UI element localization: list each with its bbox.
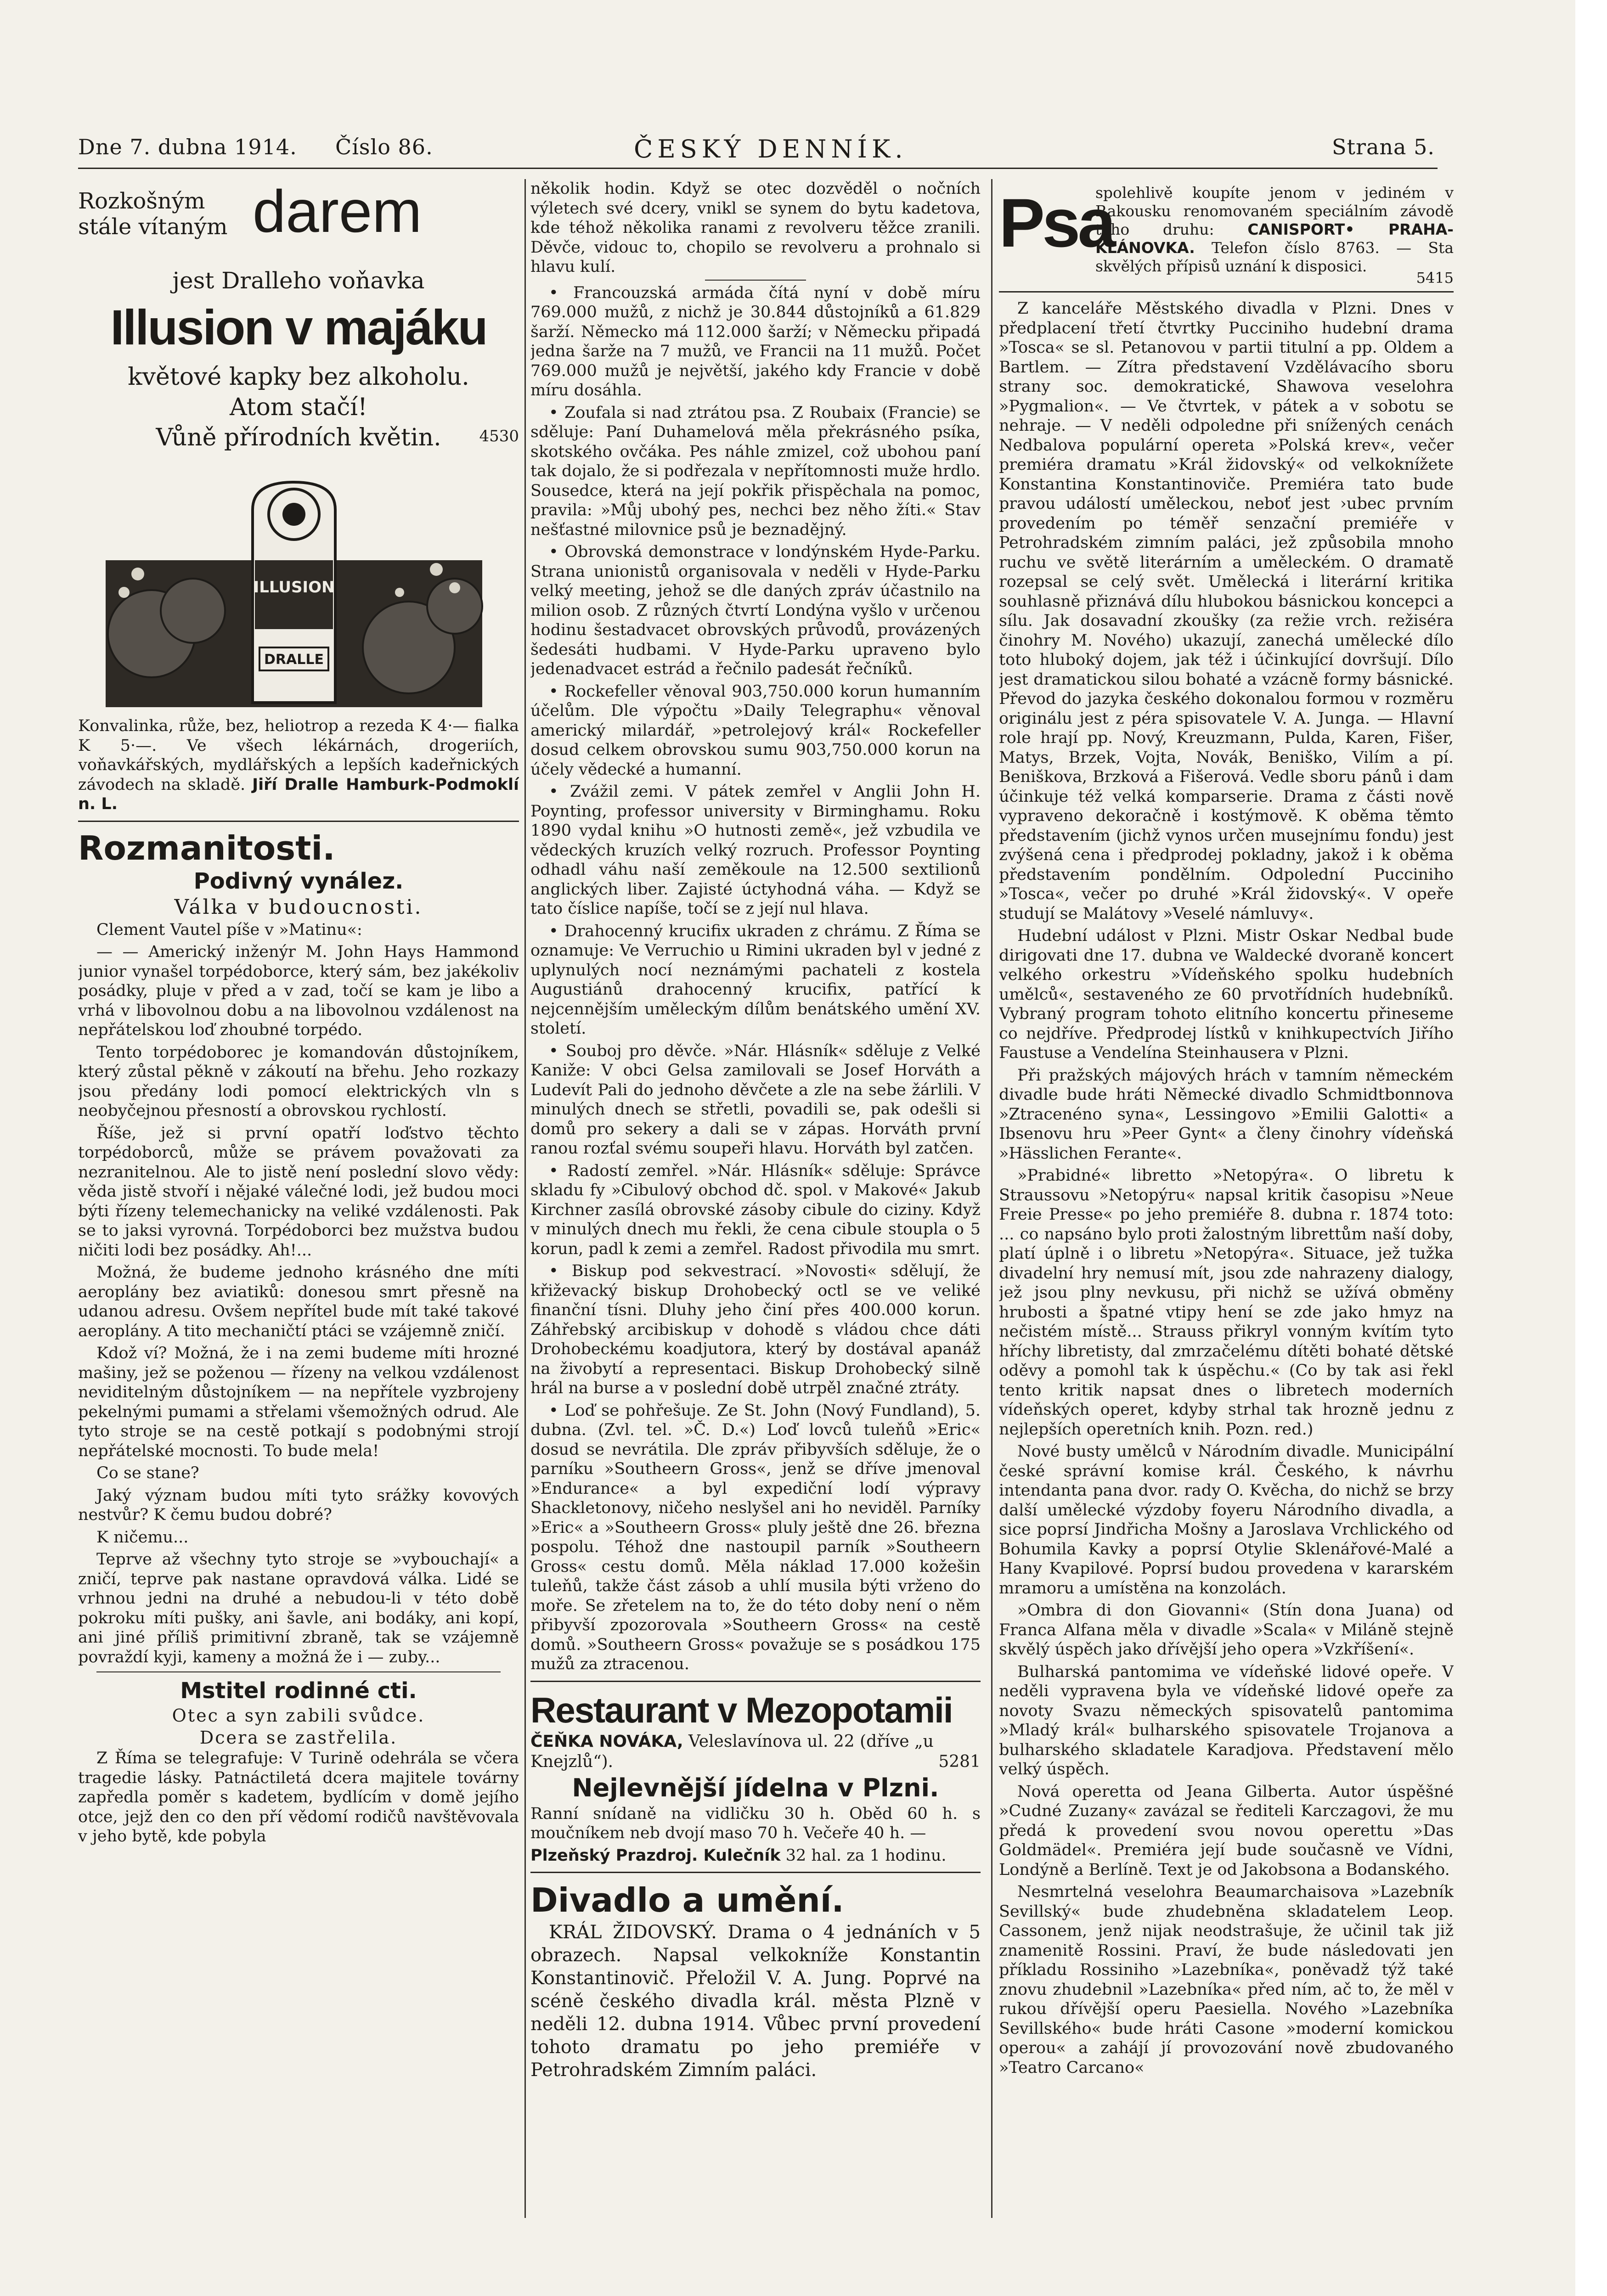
article-paragraph: »Ombra di don Giovanni« (Stín dona Juana) od Franca Alfana měla v divadle »Scala« v Miláně stejně skvělý úspěch jako dřívější jeho opera »Vzkříšení«. bbox=[999, 1601, 1454, 1659]
news-item: • Drahocenný krucifix ukraden z chrámu. Z Říma se oznamuje: Ve Verruchio u Rimini ukraden byl v jedné z uplynulých nocí neznámými pachateli z kostela Augustiánů drahocenný krucifix, patřící k nejcennějším uměleckým dílům benátského umění XV. století. bbox=[530, 922, 981, 1038]
news-item: • Radostí zemřel. »Nár. Hlásník« sděluje: Správce skladu fy »Cibulový obchod dč. spol. v Makové« Jakub Kirchner zasílá obrovské zásoby cibule do ciziny. Když v minulých dnech mu řekli, že cena cibule stoupla o 5 korun, padl k zemi a zemřel. Radost přivodila mu smrt. bbox=[530, 1161, 981, 1258]
bottle-label: DRALLE bbox=[264, 652, 324, 668]
news-item: • Souboj pro děvče. »Nár. Hlásník« sděluje z Velké Kaniže: V obci Gelsa zamilovali se Josef Horváth a Ludevít Pali do jednoho děvčete a zle na sebe žárlili. V minulých dnech se střetli, povadili se, pak odešli si domů pro sekery a dali se v zápas. Horváth první ranou rozťal svému soupeři hlavu. Horváth byl zatčen. bbox=[530, 1041, 981, 1158]
ad-darem: darem bbox=[253, 179, 422, 245]
article-paragraph: Bulharská pantomima ve vídeňské lidové opeře. V neděli vypravena byla ve vídeňské lidové opeře za novoty Svazu německých spisovatelů pantomima »Mladý král« bulharského spisovatele Trojanova a bulharského skladatele Karadjova. Představení mělo velký úspěch. bbox=[999, 1662, 1454, 1778]
column-right bbox=[999, 179, 1454, 2236]
ad-hours: 32 hal. za 1 hodinu. bbox=[785, 1846, 947, 1865]
article-divider bbox=[96, 1671, 501, 1672]
article-paragraph: Kdož ví? Možná, že i na zemi budeme míti hrozné mašiny, jež se poženou — řízeny na velkou vzdálenost neviditelným důstojníkem — na nepřítele vyzbrojeny pekelnými pumami a střelami všemožných odrud. Ale tyto stroje se na cestě potkají s podobnými strojí nepřátelské mocnosti. To bude mela! bbox=[78, 1344, 519, 1460]
article-subtitle: Otec a syn zabili svůdce. bbox=[172, 1705, 425, 1726]
article-paragraph: několik hodin. Když se otec dozvěděl o nočních výletech své dcery, vnikl se synem do bytu kadetova, kde téhož několika ranami z revolveru těžce zranili. Děvče, vidouc to, chopilo se revolveru a prohnalo si hlavu kulí. bbox=[530, 180, 981, 276]
perfume-bottle-illustration bbox=[78, 455, 510, 712]
article-paragraph: Říše, jež si první opatří loďstvo těchto torpédoborců, může se právem považovati za nezranitelnou. Ale to jistě není poslední slovo vědy: věda jistě stvoří i nějaké válečné lodi, jež budou moci býti řízeny telemechanicky na veliké vzdálenosti. Pak se to jaksi vyrovná. Torpédoborci bez mužstva budou ničiti lodi bez posádky. Ah!... bbox=[78, 1124, 519, 1260]
column-left bbox=[78, 179, 519, 2236]
section-divider bbox=[999, 291, 1454, 293]
article-paragraph: Nová operetta od Jeana Gilberta. Autor úspěšné »Cudné Zuzany« zavázal se řediteli Karczagovi, že mu předá k provedení svou novou operettu »Das Goldmädel«. Premiéra její bude současně ve Vídni, Londýně a Berlíně. Text je od Jakobsona a Bodanského. bbox=[999, 1782, 1454, 1879]
article-paragraph: Při pražských májových hrách v tamním německém divadle bude hráti Německé divadlo Schmidtbonnova »Ztracenéno syna«, Lessingovo »Emilii Galotti« a Ibsenovu hru »Peer Gynt« a členy činohry vídeňská »Hässlichen Ferante«. bbox=[999, 1066, 1454, 1163]
column-middle bbox=[530, 179, 981, 2236]
article-paragraph: Možná, že budeme jednoho krásného dne míti aeroplány bez aviatiků: donesou smrt přesně na udanou adresu. Ovšem nepřítel bude mít také takové aeroplány. A tito mechaničtí ptáci se vzájemně zničí. bbox=[78, 1263, 519, 1340]
news-item: • Francouzská armáda čítá nyní v době míru 769.000 mužů, z nichž je 30.844 důstojníků a 61.829 šarží. Německo má 112.000 šarží; v Německu připadá jedna šarže na 7 mužů, ve Francii na 11 mužů. Počet 769.000 mužů je největší, jakého kdy Francie v době míru dosáhla. bbox=[530, 283, 981, 400]
section-title: Rozmanitosti. bbox=[78, 828, 335, 867]
article-title: Podivný vynález. bbox=[193, 868, 404, 894]
ad-line: Vůně přírodních květin. bbox=[156, 424, 441, 451]
issue-number: Číslo 86. bbox=[335, 135, 433, 159]
news-item: • Zvážil zemi. V pátek zemřel v Anglii John H. Poynting, professor university v Birminghamu. Roku 1890 vydal knihu »O hutnosti země«, jež vzbudila ve vědeckých kruzích velký rozruch. Professor Poynting odhadl váhu naší zeměkoule na 12.500 sextilionů anglických liber. Zajisté úctyhodná váha. — Když se tato číslice napíše, točí se z její nul hlava. bbox=[530, 782, 981, 918]
article-paragraph: Teprve až všechny tyto stroje se »vybouchají« a zničí, teprve pak nastane opravdová válka. Lidé se vrhnou jedni na druhé a nebudou-li v této době pokroku míti pušky, ani šavle, ani bodáky, ani kopí, ani jiné příliš primitivní zbraně, tak se vzájemně povraždí kyji, kameny a možná že i — zuby... bbox=[78, 1550, 519, 1666]
article-paragraph: Co se stane? bbox=[96, 1464, 199, 1482]
article-paragraph: Clement Vautel píše v »Matinu«: bbox=[96, 920, 362, 939]
section-divider bbox=[530, 1872, 981, 1873]
ad-number: 5415 bbox=[1416, 269, 1454, 287]
article-paragraph: Z kanceláře Městského divadla v Plzni. Dnes v předplacení třetí čtvrtky Pucciniho hudební drama »Tosca« se sl. Petanovou v partii titulní a pp. Oldem a Bartlem. — Zítra představení Vzdělávacího sboru strany soc. demokratické, Shawova veselohra »Pygmalion«. — Ve čtvrtek, v pátek a v sobotu se nehraje. — V neděli odpoledne při snížených cenách Nedbalova populární opereta »Polská krev«, večer premiéra dramatu »Král židovský« od velkoknížete Konstantina Konstantinoviče. Premiéra tato bude pravou událostí uměleckou, neboť jest ›ubec prvním provedením po téměř senzační premiéře v Petrohradském zimním paláci, jež způsobila mnoho ruchu ve světě literárním a uměleckém. O dramatě rozepsal se celý svět. Umělecká i literární kritika souhlasně přiznává dílu hlubokou básnickou koncepci a sílu. Jak dosavadní zkoušky (za režie vrch. režiséra činohry M. Nového) ukazují, zanechá umělecké dílo toto hluboký dojem, jak též i účinkující dovršují. Dílo jest dramatickou silou bohaté a vzácně formy básnické. Převod do jazyka českého dokonalou formou v rozměru originálu jest z péra spisovatele V. A. Junga. — Hlavní role hrají pp. Nový, Kreuzmann, Pulda, Karen, Fišer, Matys, Brzek, Vojta, Novák, Beniško, Vilím a pí. Beniškova, Brzková a Fišerová. Vedle sboru pánů i dam účinkuje též velká komparserie. Drama z části nově vypraveno dekoračně i kostýmově. K oběma těmto představením (jichž vynos určen musejnímu fondu) jest zvýšená cena i předprodej pokladny, jakož i k oběma představením pondělním. Odpolední Pucciniho »Tosca«, večer po druhé »Král židovský«. V opeře studují se Malátovy »Veselé námluvy«. bbox=[999, 299, 1454, 923]
issue-date: Dne 7. dubna 1914. bbox=[78, 135, 297, 159]
article-subtitle: Dcera se zastřelila. bbox=[199, 1728, 398, 1748]
page-number: Strana 5. bbox=[1332, 135, 1435, 159]
article-paragraph: Jaký význam budou míti tyto srážky kovových nestvůr? K čemu budou dobré? bbox=[78, 1486, 519, 1524]
article-paragraph: Nesmrtelná veselohra Beaumarchaisova »Lazebník Sevillský« bude zhudebněna skladatelem Leop. Cassonem, jenž nijak neodstrašuje, že učinil tak již znamenitě Rossini. Praví, že bude následovati jen příkladu Rossiniho »Lazebníka«, poněvadž týž také znovu zhudebnil »Lazebníka« před ním, ač to, že měl v rukou dřívější operu Paesiella. Nového »Lazebníka Sevillského« bude hráti Casone »moderní komickou operou« a zahájí jí provozování nově zbudovaného »Teatro Carcano« bbox=[999, 1883, 1454, 2077]
article-paragraph: »Prabidné« libretto »Netopýra«. O libretu k Straussovu »Netopýru« napsal kritik časopisu »Neue Freie Presse« po jeho premiéře 8. dubna r. 1874 toto: ... co napsáno bylo proti žalostným librettům naší doby, platí úplně i o libretu »Netopýra«. Situace, jež tužka divadelní hry nemusí mít, jsou zde nahrazeny dialogy, jež jsou plny nevkusu, při nichž se užívá obměny hrubosti a špatné vtipy hení se zde jako hmyz na nečistém místě... Strauss přikryl vonným kvítím tyto hříchy libretisty, dal zmrzačelému dítěti bohaté dětské oděvy a pomohl tak k úspěchu.« (Co by tak asi řekl tento kritik napsat dnes o libretech moderních vídeňských operet, kdyby strhal tak hrozně jednu z nejlepších operetních knih. Pozn. red.) bbox=[999, 1166, 1454, 1439]
ad-line: jest Dralleho voňavka bbox=[172, 267, 425, 294]
article-paragraph: Tento torpédoborec je komandován důstojníkem, který zůstal pěkně v zákoutí na břehu. Jeho rozkazy jsou předány lodi pomocí elektrických vln s neobyčejnou přesností a obrovskou rychlostí. bbox=[78, 1043, 519, 1120]
article-title: Mstitel rodinné cti. bbox=[180, 1678, 417, 1704]
news-item: • Rockefeller věnoval 903,750.000 korun humanním účelům. Dle výpočtu »Daily Telegraphu« věnoval americký milardář, »petrolejový král« Rockefeller dosud celkem obrovskou sumu 903,750.000 korun na účely vědecké a humanní. bbox=[530, 682, 981, 779]
ad-address: Veleslavínova ul. 22 (dříve „u Knejzlů“). bbox=[530, 1732, 934, 1771]
section-divider bbox=[530, 1681, 981, 1682]
news-item: • Zoufala si nad ztrátou psa. Z Roubaix (Francie) se sděluje: Paní Duhamelová měla překrásného psíka, skotského ovčáka. Pes náhle zmizel, což ubohou paní tak dojalo, že si podřezala v nepřítomnosti muže hrdlo. Sousedce, která na její pokřik přispěchala na pomoc, pravila: »Můj ubohý pes, nechci bez něho žíti.« Stav nešťastné milovnice psů je beznadějný. bbox=[530, 403, 981, 539]
canisport-advertisement bbox=[999, 179, 1454, 285]
news-item: • Loď se pohřešuje. Ze St. John (Nový Fundland), 5. dubna. (Zvl. tel. »Č. D.«) Loď lovců tuleňů »Eric« dosud se nevrátila. Dle zpráv přibyvších sděluje, že o parníku »Southeern Gross«, jenž se dříve jmenoval »Endurance« a byl expediční lodí výpravy Shackletonovy, ničeho neslyšel ani ho neviděl. Parníky »Eric« a »Southeern Gross« pluly ještě dne 26. března pospolu. Téhož dne nastoupil parník »Southeern Gross« cestu domů. Měla náklad 17.000 kožešin tuleňů, takže část zásob a uhlí musila býti vrženo do moře. Se zřetelem na to, že do této doby není o něm přibyvší zpozorovala »Southeern Gross« na cestě domů. »Southeern Gross« považuje se s posádkou 175 mužů za ztracenou. bbox=[530, 1401, 981, 1673]
column-rule bbox=[991, 179, 992, 2218]
article-paragraph: — — Americký inženýr M. John Hays Hammond junior vynašel torpédoborce, který sám, bez jakékoliv posádky, pluje v před a v zad, točí se kam je libo a vrhá v libovolnou dobu a na libovolnou vzdálenost na nepřátelskou loď zhoubné torpédo. bbox=[78, 943, 519, 1039]
article-paragraph: K ničemu... bbox=[96, 1528, 189, 1547]
ad-number: 5281 bbox=[938, 1752, 981, 1771]
article-paragraph: Hudební událost v Plzni. Mistr Oskar Nedbal bude dirigovati dne 17. dubna ve Waldecké dvoraně koncert velkého orkestru »Vídeňského spolku hudebních umělců«, sestaveného ze 60 prvotřídních hudebníků. Vybraný program tohoto elitního koncertu přineseme co nejdříve. Předprodej lístků v knihkupectvích Jiřího Faustuse a Vendelína Steinhausera v Plzni. bbox=[999, 927, 1454, 1062]
ad-line: Rozkošným bbox=[78, 188, 205, 214]
ad-owner: ČEŇKA NOVÁKA, bbox=[530, 1732, 683, 1751]
section-divider bbox=[78, 821, 519, 822]
ad-line: květové kapky bez alkoholu. bbox=[128, 363, 469, 391]
ad-product-name: Illusion v majáku bbox=[110, 299, 487, 355]
ad-headline: Nejlevnější jídelna v Plzni. bbox=[572, 1773, 939, 1802]
ad-logo: Psa bbox=[999, 184, 1113, 261]
ad-text: Ranní snídaně na vidličku 30 h. Oběd 60 h. s moučníkem neb dvojí maso 70 h. Večeře 40 h. — bbox=[530, 1804, 981, 1842]
ad-phone: Telefon číslo 8763. — Sta skvělých přípisů uznání k disposici. bbox=[1095, 239, 1454, 275]
article-paragraph: Z Říma se telegrafuje: V Turině odehrála se včera tragedie lásky. Patnáctiletá dcera majitele továrny zapředla poměr s kadetem, bydlícím v domě jejího otce, jejž den co den pří vědomí rodičů navštěvovala v jeho bytě, kde pobyla bbox=[78, 1749, 519, 1846]
ad-caption: Konvalinka, růže, bez, heliotrop a rezeda K 4·— fialka K 5·—. Ve všech lékárnách, drogeriích, voňavkářských, mydlářských a lepších kadeřnických závodech na skladě. bbox=[78, 717, 519, 794]
article-divider bbox=[705, 280, 806, 281]
ad-line: stále vítaným bbox=[78, 214, 228, 240]
ad-signature: Jiří Dralle Hamburk-Podmoklí n. L. bbox=[78, 775, 519, 813]
column-rule bbox=[524, 179, 526, 2218]
ad-line: Atom stačí! bbox=[230, 394, 367, 421]
page-edge bbox=[1575, 0, 1607, 2296]
restaurant-advertisement bbox=[530, 1688, 981, 1866]
bottle-label: ILLUSION bbox=[253, 578, 335, 597]
news-item: • Obrovská demonstrace v londýnském Hyde-Parku. Strana unionistů organisovala v neděli v Hyde-Parku velký meeting, jehož se dle daných zpráv účastnilo na milion osob. Z různých čtvrtí Londýna vyšlo v určenou hodinu šestadvacet obrovských průvodů, provázených šedesáti hudbami. V Hyde-Parku upraveno bylo jedenadvacet estrád a řečnilo padesát řečníků. bbox=[530, 543, 981, 678]
article-paragraph: Nové busty umělců v Národním divadle. Municipální české správní komise král. Českého, k návrhu intendanta pana dvor. rady O. Kvěcha, do nichž se brzy další umělecké výzdoby foyeru Národního divadla, a sice poprsí Jindřicha Mošny a Jaroslava Vrchlického od Bohumila Kavky a poprsí Otylie Sklenářové-Malé a Hany Kvapilové. Poprsí budou provedena v kararském mramoru a umístěna na konzolách. bbox=[999, 1442, 1454, 1598]
ad-number: 4530 bbox=[479, 427, 519, 445]
newspaper-title: ČESKÝ DENNÍK. bbox=[634, 135, 908, 163]
illusion-advertisement bbox=[78, 179, 519, 814]
news-item: • Biskup pod sekvestrací. »Novosti« sdělují, že křiževacký biskup Drohobecký octl se ve veliké finanční tísni. Dluhy jeho činí přes 400.000 korun. Záhřebský arcibiskup v dohodě s vládou chce dáti Drohobeckému koadjutora, který by dostával apanáž na živobytí a representaci. Biskup Drohobecký silně hrál na burse a v poslední době utrpěl značné ztráty. bbox=[530, 1262, 981, 1397]
ad-beer: Plzeňský Prazdroj. Kulečník bbox=[530, 1846, 781, 1865]
ad-title: Restaurant v Mezopotamii bbox=[530, 1689, 953, 1730]
ad-text: spolehlivě koupíte jenom v jediném v Rakousku renomovaném speciálním závodě toho druhu: bbox=[1095, 184, 1454, 238]
section-title: Divadlo a umění. bbox=[530, 1881, 844, 1919]
ad-company: CANISPORT• PRAHA-KLÁNOVKA. bbox=[1095, 220, 1454, 257]
article-subtitle: Válka v budoucnosti. bbox=[174, 895, 423, 919]
page-header bbox=[78, 131, 1438, 169]
theatre-notice: KRÁL ŽIDOVSKÝ. Drama o 4 jednáních v 5 obrazech. Napsal velkokníže Konstantin Konstantinovič. Přeložil V. A. Jung. Poprvé na scéně českého divadla král. města Plzně v neděli 12. dubna 1914. Vůbec první provedení tohoto dramatu po jeho premiéře v Petrohradském Zimním paláci. bbox=[530, 1922, 981, 2081]
